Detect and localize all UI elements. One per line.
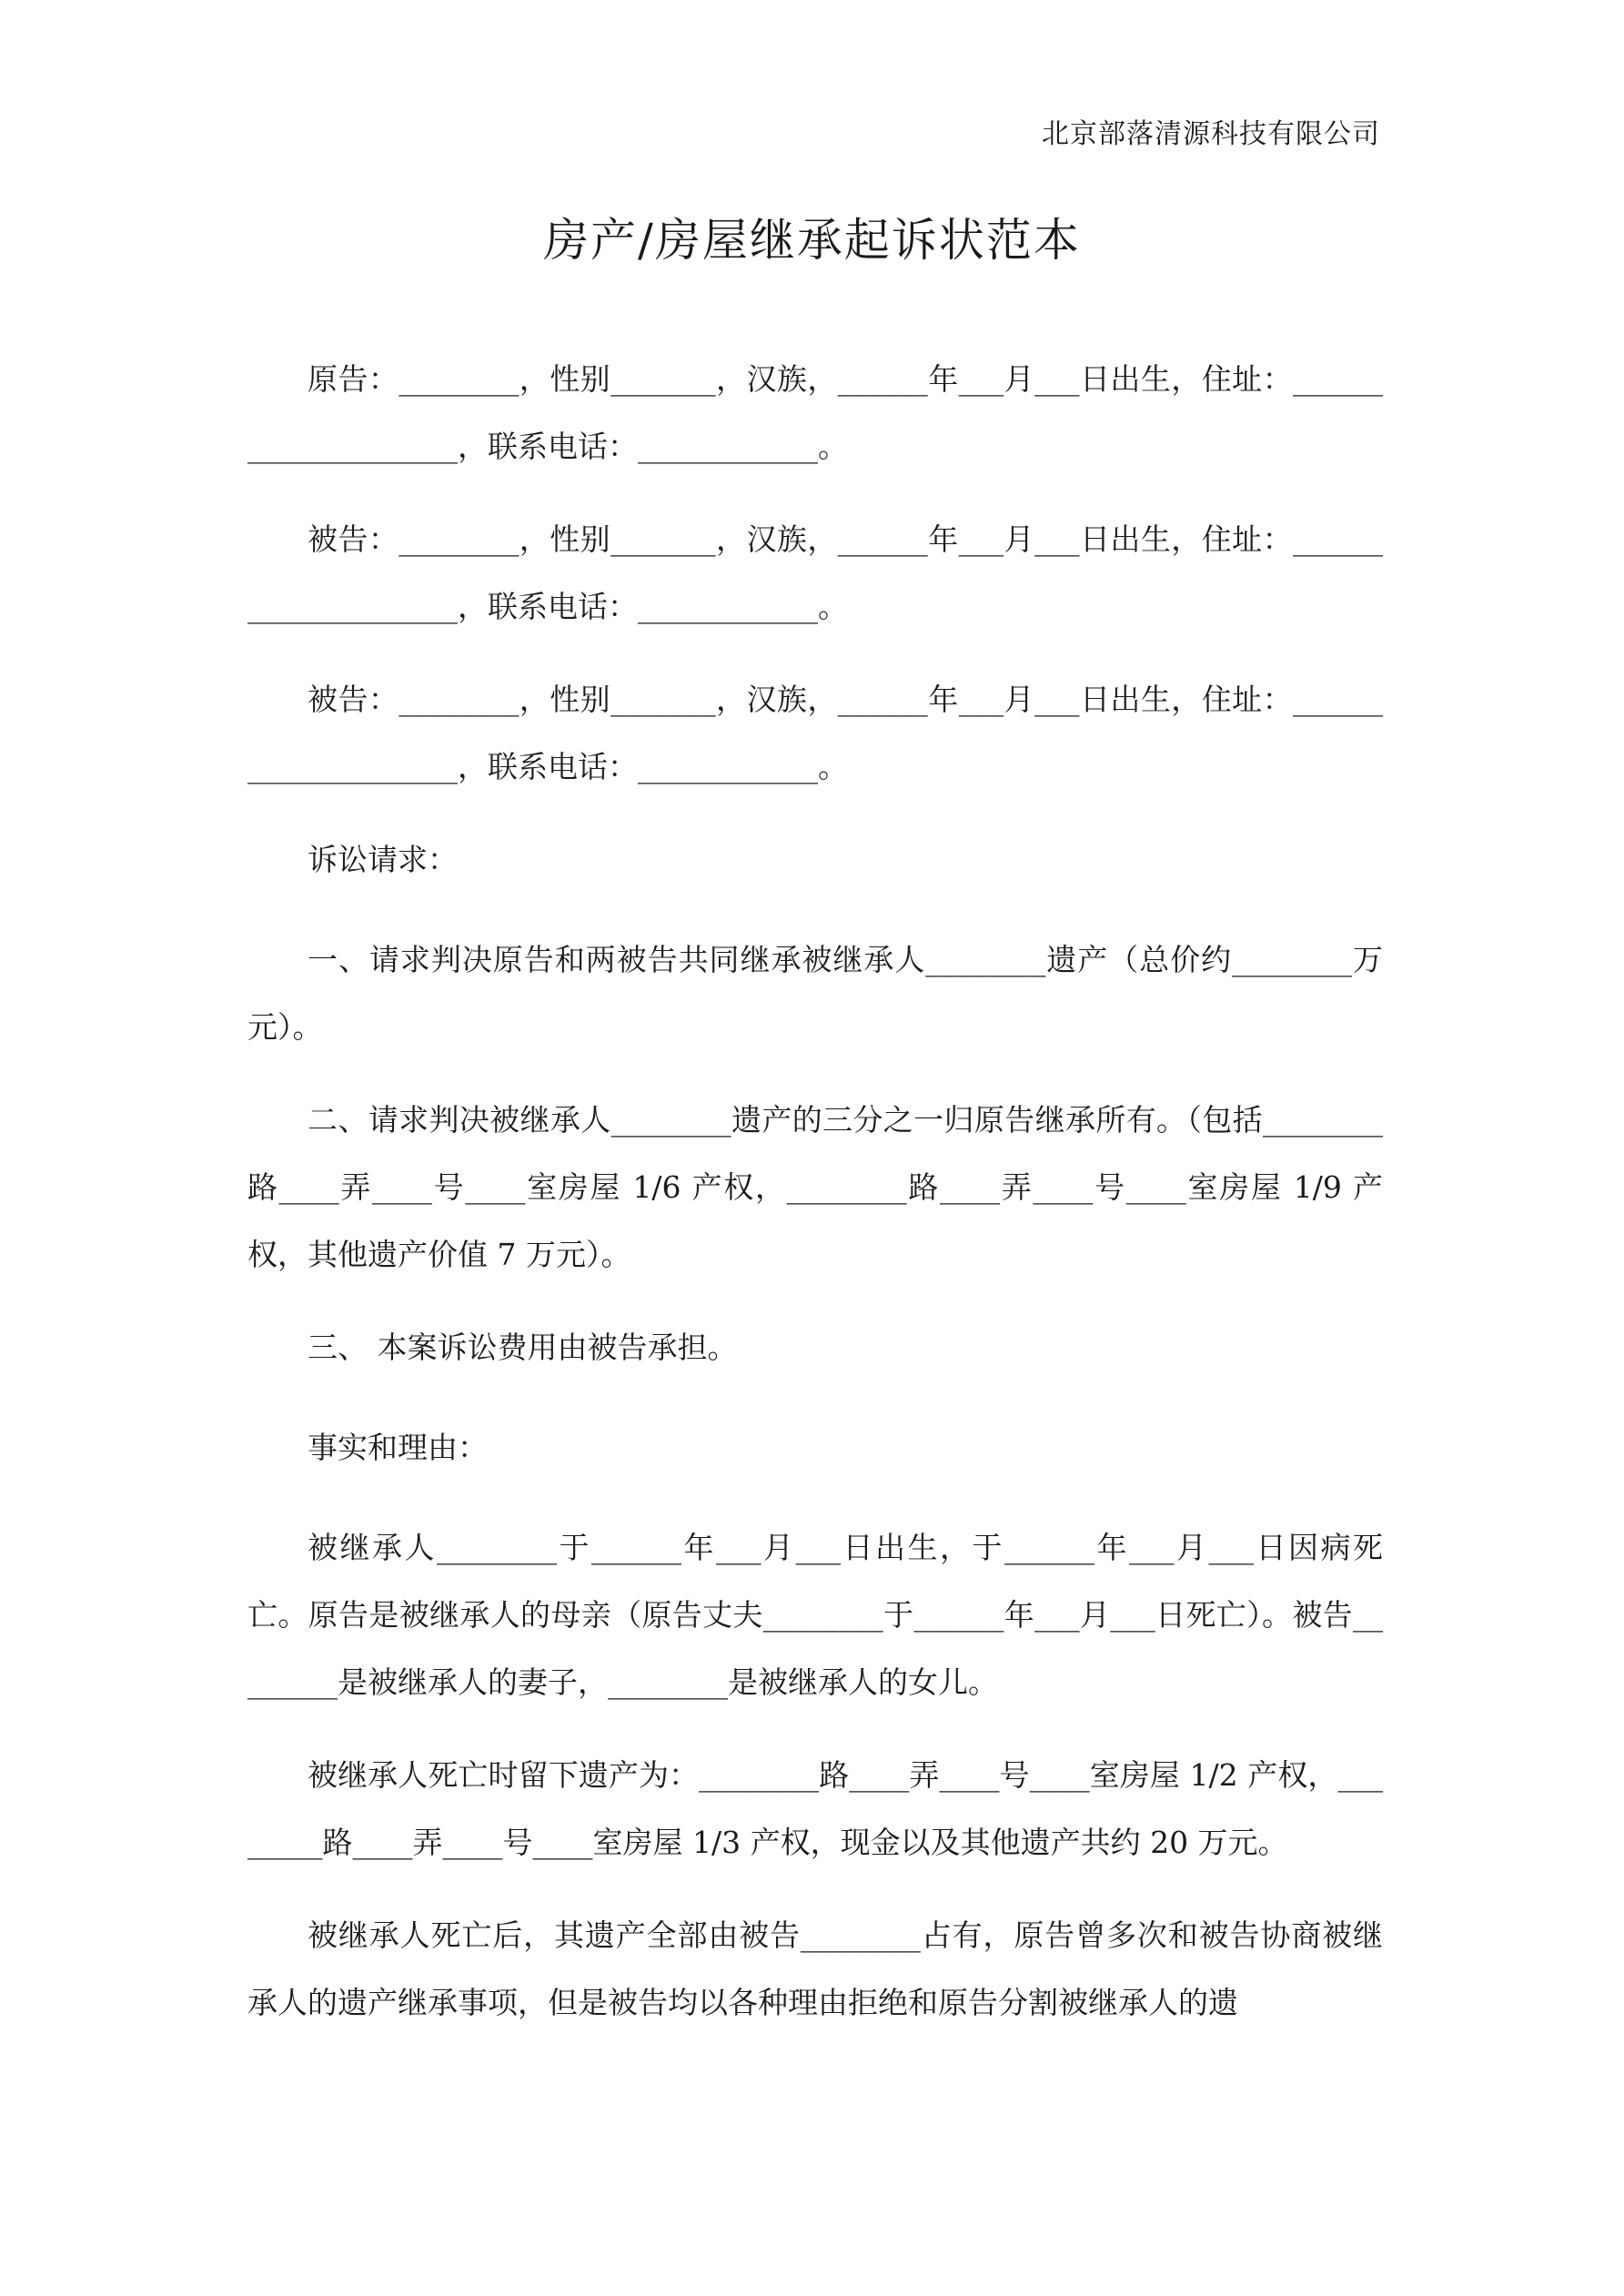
facts-paragraph-1: 被继承人________于______年___月___日出生，于______年___月___日因病死亡。原告是被继承人的母亲（原告丈夫________于______年___月___日死亡）。被告________是被继承人的妻子，________是被继承人的女儿。 — [247, 1530, 1383, 1700]
claim-3: 三、 本案诉讼费用由被告承担。 — [308, 1330, 738, 1365]
defendant-1-info: 被告：________，性别_______，汉族，______年___月___日出生，住址：____________________，联系电话：____________。 — [247, 521, 1383, 624]
claim-1: 一、请求判决原告和两被告共同继承被继承人________遗产（总价约________万元）。 — [247, 942, 1383, 1045]
facts-heading: 事实和理由： — [308, 1430, 488, 1465]
facts-paragraph-2: 被继承人死亡时留下遗产为：________路____弄____号____室房屋 1/2 产权，________路____弄____号____室房屋 1/3 产权，现金以及其他遗产共约 20 万元。 — [247, 1757, 1383, 1860]
company-name: 北京部落清源科技有限公司 — [1042, 118, 1380, 150]
defendant-2-info: 被告：________，性别_______，汉族，______年___月___日出生，住址：____________________，联系电话：____________。 — [247, 682, 1383, 784]
document-body — [247, 346, 1383, 2062]
facts-paragraph-3: 被继承人死亡后，其遗产全部由被告________占有，原告曾多次和被告协商被继承人的遗产继承事项，但是被告均以各种理由拒绝和原告分割被继承人的遗 — [247, 1917, 1383, 2020]
document-title: 房产/房屋继承起诉状范本 — [543, 214, 1081, 267]
claims-heading: 诉讼请求： — [308, 842, 458, 877]
plaintiff-info: 原告：________，性别_______，汉族，______年___月___日出生，住址：____________________，联系电话：____________。 — [247, 361, 1383, 464]
claim-2: 二、请求判决被继承人________遗产的三分之一归原告继承所有。（包括________路____弄____号____室房屋 1/6 产权，________路____弄____号____室房屋 1/9 产权，其他遗产价值 7 万元）。 — [247, 1102, 1383, 1272]
